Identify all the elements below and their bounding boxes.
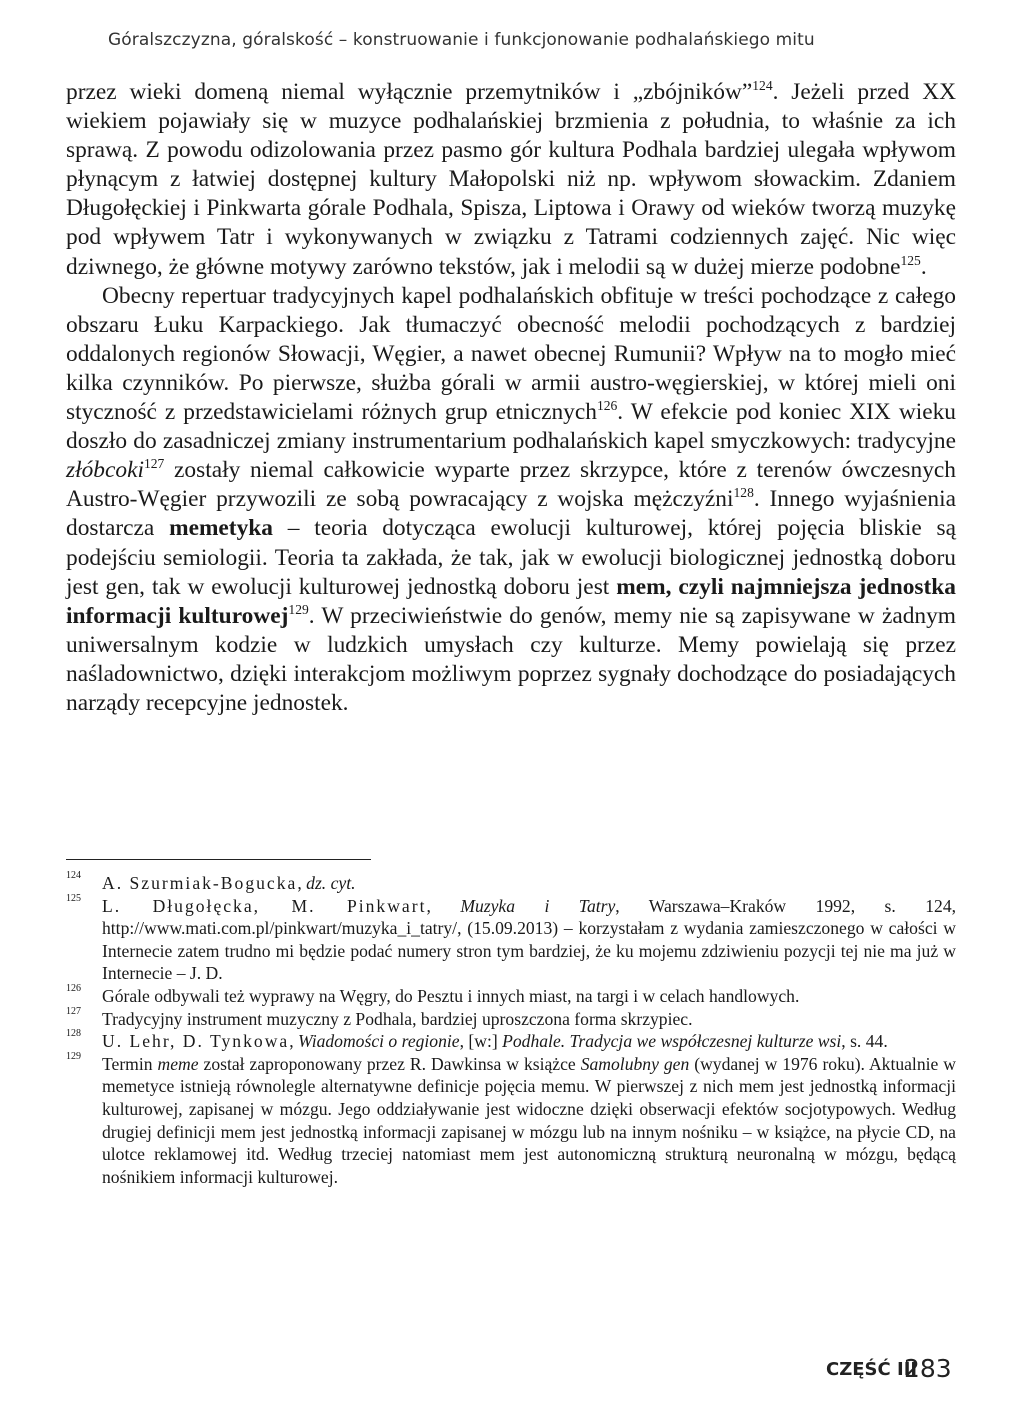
footnote-author: U. Lehr, D. Tynkowa [102, 1031, 290, 1052]
footnote-title: Wiadomości o regionie [298, 1031, 460, 1052]
footnote-text: , Warszawa–Kraków 1992, s. 124, http://www.mati.com.pl/pinkwart/muzyka_i_tatry/, (15.09.2013) – korzystałam z wydania zamieszczonego w całości w Internecie zatem trudno mi będzie podać numery stron tym bardziej, że ku mojemu zdziwieniu pozycji tej nie ma już w Internecie – J. D. [102, 895, 957, 984]
footnote-title: Muzyka i Tatry [460, 895, 616, 916]
footnote-number: 129 [66, 1050, 81, 1062]
page-number: 283 [904, 1354, 952, 1383]
footnote-text: , [w:] [459, 1031, 503, 1052]
footnote-number: 127 [66, 1005, 81, 1017]
text-segment: – teoria dotycząca ewolucji kulturowej, której pojęcia bliskie są podejściu semiologii. Teoria ta zakłada, że tak, jak w ewolucji biologicznej jednostką doboru jest gen, tak w ewolucji kulturowej jednostką doboru jest [66, 515, 956, 600]
footnote-124 [66, 872, 956, 895]
footnote-text: , s. 44. [841, 1031, 888, 1052]
paragraph-2 [66, 282, 956, 718]
footnote-term: meme [157, 1053, 199, 1074]
footnote-text: Górale odbywali też wyprawy na Węgry, do Pesztu i innych miast, na targi i w celach handlowych. [102, 985, 800, 1006]
footnote-text: został zaproponowany przez R. Dawkinsa w książce [198, 1053, 581, 1074]
body-text [66, 78, 956, 718]
italic-term: złóbcoki [66, 457, 144, 484]
footnote-125 [66, 892, 957, 985]
text-segment: . Jeżeli przed XX wiekiem pojawiały się w muzyce podhalańskiej brzmienia z południa, to właśnie za ich sprawą. Z powodu odizolowania przez pasmo gór kultura Podhala bardziej ulegała wpływom płynącym z łatwiej dostępnej kultury Małopolski niż np. wpływom słowackim. Zdaniem Długołęckiej i Pinkwarta górale Podhala, Spisza, Liptowa i Orawy od wieków tworzą muzykę pod wpływem Tatr i wykonywanych w związku z Tatrami codziennych zajęć. Nic więc dziwnego, że główne motywy zarówno tekstów, jak i melodii są w dużej mierze podobne [66, 79, 956, 280]
footnote-text: , [297, 873, 307, 893]
bold-definition-mem: mem, czyli najmniejsza jednostka informacji kulturowej [66, 573, 956, 629]
text-segment: Obecny repertuar tradycyjnych kapel podhalańskich obfituje w treści pochodzące z całego obszaru Łuku Karpackiego. Jak tłumaczyć obecność melodii pochodzących z bardziej oddalonych regionów Słowacji, Węgier, a nawet obecnej Rumunii? Wpływ na to mogło mieć kilka czynników. Po pierwsze, służba górali w armii austro-węgierskiej, w której mieli oni styczność z przedstawicielami różnych grup etnicznych [66, 282, 956, 426]
part-label: CZĘŚĆ III [826, 1359, 918, 1380]
footnote-126 [66, 982, 956, 1008]
footnote-ref-129: 129 [288, 601, 309, 617]
text-segment: . [920, 253, 927, 280]
footnote-title: dz. cyt. [306, 873, 356, 893]
running-header: Góralszczyzna, góralskość – konstruowanie i funkcjonowanie podhalańskiego mitu [108, 30, 815, 50]
footnote-ref-124: 124 [752, 78, 773, 94]
footnote-ref-126: 126 [596, 398, 618, 414]
footnote-127 [66, 1005, 956, 1031]
footnote-title: Podhale. Tradycja we współczesnej kulturze wsi [502, 1031, 842, 1052]
text-segment: . W efekcie pod koniec XIX wieku doszło do zasadniczej zmiany instrumentarium podhalańskich kapel smyczkowych: tradycyjne [66, 399, 956, 455]
footnote-text: Tradycyjny instrument muzyczny z Podhala, bardziej uproszczona forma skrzypiec. [102, 1008, 693, 1029]
footnote-author: A. Szurmiak-Bogucka [102, 873, 298, 893]
footnote-title: Samolubny gen [580, 1053, 690, 1074]
footnote-ref-125: 125 [900, 252, 921, 268]
paragraph-1 [66, 78, 956, 282]
text-segment: zostały niemal całkowicie wyparte przez skrzypce, które z terenów ówczesnych Austro-Węgier przywozili ze sobą powracający z wojska mężczyźni [66, 457, 956, 513]
footnote-128 [66, 1030, 956, 1053]
footnote-ref-127: 127 [143, 456, 165, 472]
footnote-text: , [426, 895, 461, 916]
footnote-ref-128: 128 [733, 485, 754, 501]
text-segment: przez wieki domeną niemal wyłącznie przemytników i „zbójników” [66, 79, 753, 105]
footnote-number: 126 [66, 982, 81, 994]
footnote-number: 124 [66, 870, 81, 881]
footnote-divider [66, 859, 371, 860]
footnote-text: Termin [102, 1053, 158, 1074]
text-segment: . W przeciwieństwie do genów, memy nie są zapisywane w żadnym uniwersalnym kodzie w ludzkich umysłach czy kulturze. Memy powielają się przez naśladownictwo, dzięki interakcjom możliwym poprzez sygnały dochodzące do posiadających narządy recepcyjne jednostek. [66, 602, 956, 716]
footnote-text: , [289, 1031, 299, 1052]
footnote-129 [66, 1050, 956, 1189]
footnotes [66, 872, 956, 1188]
footnote-number: 125 [66, 892, 81, 904]
text-segment: . Innego wyjaśnienia dostarcza [66, 486, 957, 542]
footnote-text: (wydanej w 1976 roku). Aktualnie w memetyce istnieją równolegle alternatywne definicje pojęcia memu. W pierwszej z nich mem jest jednostką informacji kulturowej, zapisanej w mózgu. Jego oddziaływanie jest widoczne dzięki obserwacji efektów socjotypowych. Według drugiej definicji mem jest jednostką informacji zapisanej w mózgu lub na innym nośniku – w książce, na płycie CD, na ulotce reklamowej itd. Według trzeciej natomiast mem jest autonomiczną strukturą neuronalną w mózgu, będącą nośnikiem informacji kulturowej. [102, 1053, 956, 1187]
footnote-author: L. Długołęcka, M. Pinkwart [102, 895, 427, 916]
bold-term-memetyka: memetyka [169, 515, 273, 542]
footnote-number: 128 [66, 1028, 81, 1040]
